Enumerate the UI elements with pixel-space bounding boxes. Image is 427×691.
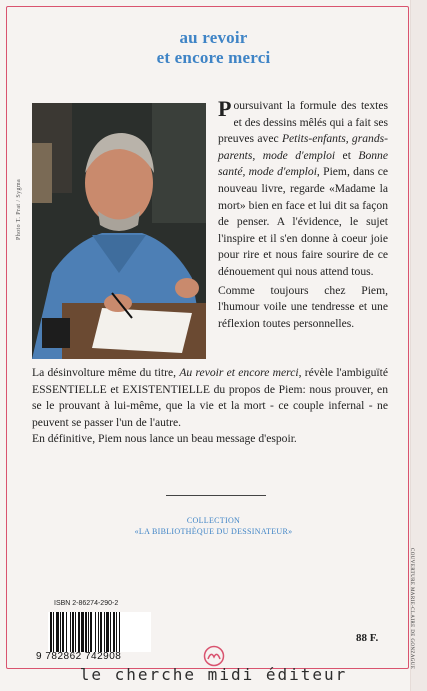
p1-text-b: et bbox=[335, 148, 359, 162]
publisher-name: le cherche midi éditeur bbox=[79, 665, 348, 684]
p1-text-c: , Piem, dans ce nouveau livre, regarde «Madame la mort» bien en face et lui dit sa façon de penser. A l'évidence, le sujet l'inspire et il s'en donne à coeur joie pour rire et nous faire sourire de ce dénouement qui nous attend tous. bbox=[218, 165, 388, 278]
price: 88 F. bbox=[356, 632, 379, 644]
isbn: ISBN 2-86274-290-2 bbox=[54, 600, 119, 607]
paragraph-4: En définitive, Piem nous lance un beau message d'espoir. bbox=[32, 432, 297, 446]
p3-text-a: La désinvolture même du titre, bbox=[32, 366, 180, 379]
barcode-bar bbox=[50, 612, 52, 652]
divider bbox=[166, 495, 266, 496]
barcode-bar bbox=[113, 612, 115, 652]
p1-text-a: oursuivant la formule des textes et des dessins mêlés qui a fait ses preuves avec bbox=[218, 99, 388, 146]
title-line-2: et encore merci bbox=[156, 48, 271, 67]
barcode-bar bbox=[116, 612, 117, 652]
p1-title-2: Bonne santé, mode d'emploi bbox=[218, 148, 388, 179]
barcode bbox=[48, 612, 151, 652]
p3-title: Au revoir et encore merci bbox=[179, 366, 299, 379]
barcode-bar bbox=[119, 612, 120, 652]
collection-name: «LA BIBLIOTHÈQUE DU DESSINATEUR» bbox=[134, 527, 293, 536]
title-line-1: au revoir bbox=[179, 28, 248, 47]
cover-credit: COUVERTURE MARIE-CLAIRE DE GONZAGUE bbox=[409, 548, 414, 670]
description-column bbox=[218, 98, 388, 334]
barcode-bar bbox=[85, 612, 87, 652]
p3-text-b: , révèle l'ambiguïté ESSENTIELLE et EXISTENTIELLE du propos de Piem: nous prouver, en se le prouvant à lui-même, que la vie et la mort - ce couple infernal - ne peuvent se passer l'un de l'autre. bbox=[32, 366, 388, 429]
barcode-bar bbox=[53, 612, 54, 652]
barcode-bar bbox=[88, 612, 89, 652]
photo-credit: Photo T. Prat / Sygma bbox=[16, 178, 22, 240]
barcode-bar bbox=[95, 612, 96, 652]
barcode-bar bbox=[106, 612, 109, 652]
author-photo bbox=[32, 103, 206, 359]
barcode-bar bbox=[72, 612, 74, 652]
description-full bbox=[32, 365, 388, 448]
barcode-bar bbox=[78, 612, 80, 652]
paragraph-2: Comme toujours chez Piem, l'humour voile une tendresse et une réflexion toutes personnelles. bbox=[218, 283, 388, 330]
barcode-bar bbox=[56, 612, 59, 652]
barcode-bar bbox=[98, 612, 99, 652]
barcode-bar bbox=[104, 612, 105, 652]
barcode-bar bbox=[70, 612, 71, 652]
paragraph-1 bbox=[218, 98, 388, 281]
barcode-bar bbox=[100, 612, 102, 652]
barcode-bar bbox=[110, 612, 111, 652]
publisher-logo-icon bbox=[203, 645, 225, 667]
barcode-bar bbox=[62, 612, 64, 652]
barcode-bar bbox=[81, 612, 84, 652]
barcode-number: 9 782862 742908 bbox=[36, 651, 122, 662]
p1-title-1: Petits-enfants, grands-parents, mode d'emploi bbox=[218, 132, 389, 162]
collection-label: COLLECTION bbox=[186, 516, 241, 525]
paragraph-3 bbox=[32, 365, 388, 431]
barcode-bar bbox=[75, 612, 76, 652]
dropcap: P bbox=[218, 96, 232, 121]
barcode-bar bbox=[90, 612, 92, 652]
barcode-bar bbox=[60, 612, 61, 652]
barcode-bar bbox=[66, 612, 67, 652]
